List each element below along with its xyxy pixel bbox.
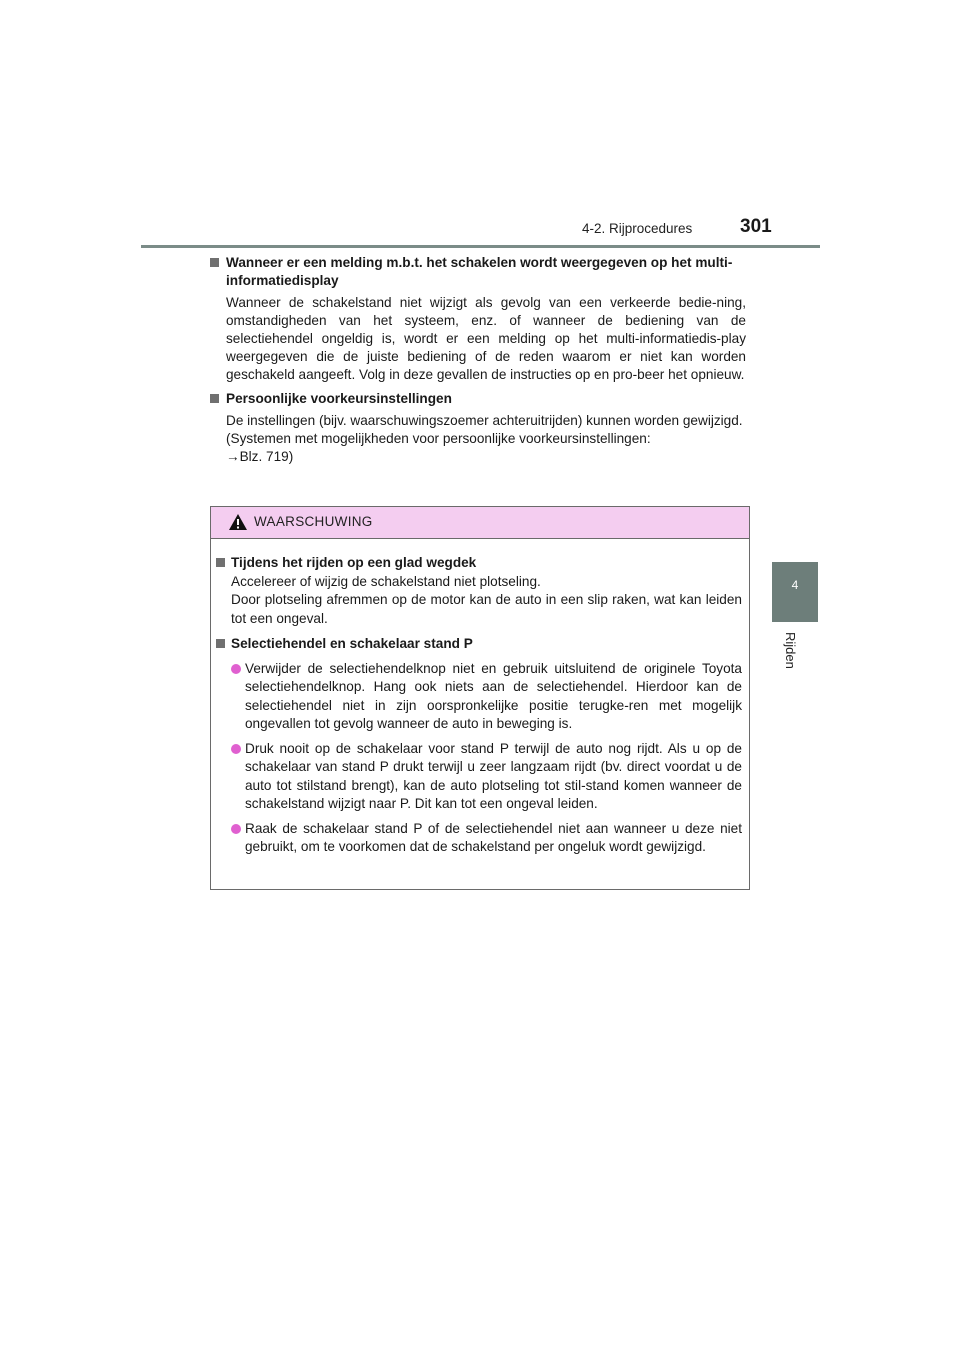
- paragraph: (Systemen met mogelijkheden voor persoonlijke voorkeursinstellingen:: [226, 431, 651, 446]
- warning-heading: Selectiehendel en schakelaar stand P: [216, 635, 742, 654]
- warning-text: Accelereer of wijzig de schakelstand niet plotseling.: [231, 573, 541, 589]
- warning-header: [211, 507, 749, 539]
- square-bullet-icon: [216, 639, 225, 648]
- circle-bullet-icon: [231, 824, 241, 834]
- warning-text: Door plotseling afremmen op de motor kan de auto in een slip raken, wat kan leiden tot een ongeval.: [231, 592, 742, 626]
- list-item: Raak de schakelaar stand P of de selectiehendel niet aan wanneer u deze niet gebruikt, om te voorkomen dat de schakelstand per ongeluk wordt gewijzigd.: [216, 820, 742, 857]
- warning-heading: Tijdens het rijden op een glad wegdek: [216, 554, 742, 573]
- chapter-label: Rijden: [783, 632, 798, 669]
- warning-title: WAARSCHUWING: [254, 514, 373, 529]
- list-item: Druk nooit op de schakelaar voor stand P terwijl de auto nog rijdt. Als u op de schakelaar van stand P drukt terwijl u zeer langzaam rijdt (bv. direct voordat u de auto tot stilstand brengt), kan de auto plotseling tot stil-stand komen wanneer de schakelstand wijzigt naar P. Dit kan tot een ongeval leiden.: [216, 740, 742, 814]
- paragraph: Wanneer de schakelstand niet wijzigt als gevolg van een verkeerde bedie-ning, omstandigheden van het systeem, enz. of wanneer de bediening van de selectiehendel ongeldig is, wordt er een melding op het multi-informatiedis-play weergegeven die de juiste bediening of de reden waarom er niet kan worden geschakeld aangeeft. Volg in deze gevallen de instructies op en pro-beer het opnieuw.: [226, 295, 746, 382]
- list-item: Verwijder de selectiehendelknop niet en gebruik uitsluitend de originele Toyota selectiehendelknop. Hang ook niets aan de selectiehendel. Hierdoor kan de selectiehendel niet in zijn oorspronkelijke positie terugke-ren met mogelijk ongevallen tot gevolg wanneer de auto in beweging is.: [216, 660, 742, 734]
- chapter-tab[interactable]: [772, 562, 818, 622]
- main-content: [210, 254, 746, 466]
- section-title: 4-2. Rijprocedures: [582, 221, 693, 236]
- section-heading: Persoonlijke voorkeursinstellingen: [210, 390, 746, 408]
- header-divider: [141, 245, 820, 248]
- warning-box: [210, 506, 750, 890]
- warning-triangle-icon: [228, 513, 248, 531]
- circle-bullet-icon: [231, 664, 241, 674]
- chapter-number: 4: [791, 578, 799, 592]
- paragraph: De instellingen (bijv. waarschuwingszoemer achteruitrijden) kunnen worden gewijzigd.: [226, 413, 743, 428]
- section-heading: Wanneer er een melding m.b.t. het schakelen wordt weergegeven op het multi-informatiedisplay: [210, 254, 746, 290]
- circle-bullet-icon: [231, 744, 241, 754]
- square-bullet-icon: [216, 558, 225, 567]
- warning-body: [211, 539, 749, 857]
- page-number: 301: [740, 216, 772, 237]
- square-bullet-icon: [210, 394, 219, 403]
- page-reference-link[interactable]: →Blz. 719): [226, 449, 294, 464]
- square-bullet-icon: [210, 258, 219, 267]
